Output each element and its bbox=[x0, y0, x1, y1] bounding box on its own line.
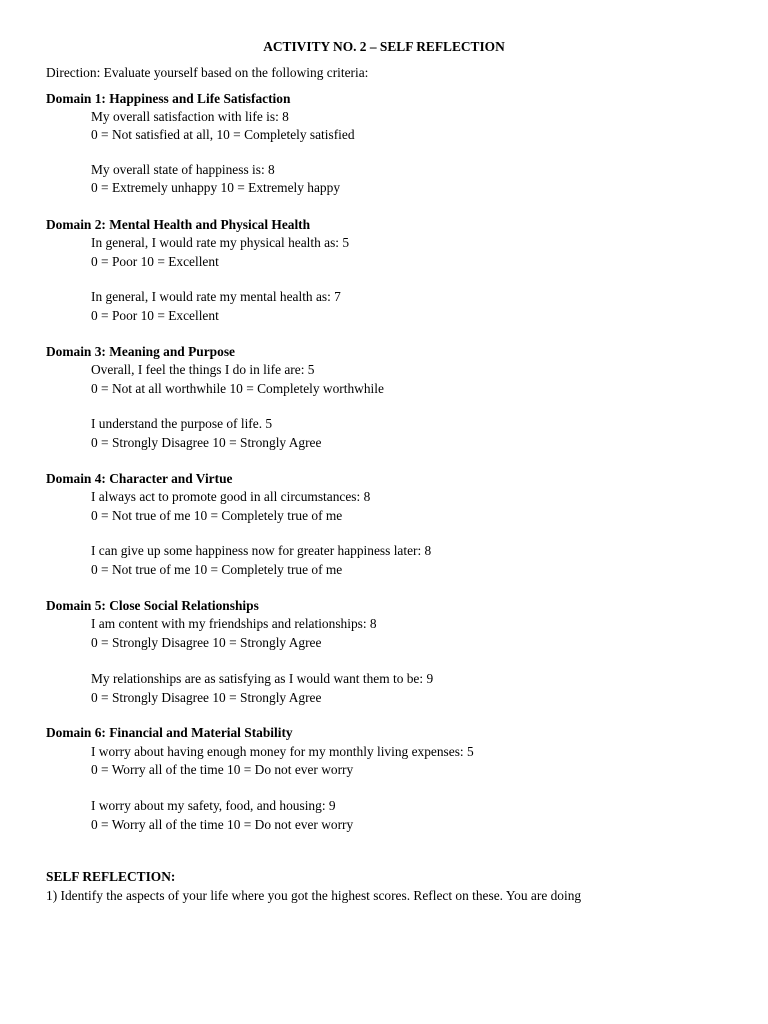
domain-question: My overall satisfaction with life is: 8 bbox=[91, 109, 289, 124]
domain-scale: 0 = Strongly Disagree 10 = Strongly Agree bbox=[91, 435, 322, 450]
domain-scale: 0 = Worry all of the time 10 = Do not ever worry bbox=[91, 817, 354, 832]
domain-heading: Domain 2: Mental Health and Physical Health bbox=[46, 217, 311, 232]
domain-heading: Domain 6: Financial and Material Stability bbox=[46, 725, 293, 740]
domain-scale: 0 = Not true of me 10 = Completely true of me bbox=[91, 508, 343, 523]
reflection-prompt: 1) Identify the aspects of your life where you got the highest scores. Reflect on these. You are doing bbox=[46, 888, 582, 903]
domain-heading: Domain 5: Close Social Relationships bbox=[46, 598, 259, 613]
domain-question: I understand the purpose of life. 5 bbox=[91, 416, 273, 431]
reflection-heading: SELF REFLECTION: bbox=[46, 869, 176, 884]
domain-question: I can give up some happiness now for greater happiness later: 8 bbox=[91, 543, 432, 558]
domain-question: My relationships are as satisfying as I would want them to be: 9 bbox=[91, 671, 434, 686]
domain-scale: 0 = Poor 10 = Excellent bbox=[91, 254, 219, 269]
domain-question: I worry about my safety, food, and housing: 9 bbox=[91, 798, 336, 813]
domain-heading: Domain 4: Character and Virtue bbox=[46, 471, 233, 486]
domain-scale: 0 = Strongly Disagree 10 = Strongly Agree bbox=[91, 635, 322, 650]
domain-scale: 0 = Not true of me 10 = Completely true of me bbox=[91, 562, 343, 577]
domain-scale: 0 = Not satisfied at all, 10 = Completely satisfied bbox=[91, 127, 355, 142]
document-title: ACTIVITY NO. 2 – SELF REFLECTION bbox=[263, 39, 505, 54]
domain-question: I worry about having enough money for my monthly living expenses: 5 bbox=[91, 744, 474, 759]
domain-scale: 0 = Strongly Disagree 10 = Strongly Agree bbox=[91, 690, 322, 705]
domain-heading: Domain 1: Happiness and Life Satisfaction bbox=[46, 91, 291, 106]
domain-scale: 0 = Poor 10 = Excellent bbox=[91, 308, 219, 323]
domain-question: In general, I would rate my mental health as: 7 bbox=[91, 289, 341, 304]
domain-question: I am content with my friendships and relationships: 8 bbox=[91, 616, 377, 631]
domain-question: My overall state of happiness is: 8 bbox=[91, 162, 275, 177]
domain-question: I always act to promote good in all circumstances: 8 bbox=[91, 489, 371, 504]
domain-question: Overall, I feel the things I do in life are: 5 bbox=[91, 362, 315, 377]
direction-text: Direction: Evaluate yourself based on the following criteria: bbox=[46, 65, 369, 80]
domain-heading: Domain 3: Meaning and Purpose bbox=[46, 344, 235, 359]
domain-scale: 0 = Worry all of the time 10 = Do not ever worry bbox=[91, 762, 354, 777]
domain-question: In general, I would rate my physical health as: 5 bbox=[91, 235, 350, 250]
domain-scale: 0 = Extremely unhappy 10 = Extremely happy bbox=[91, 180, 341, 195]
domain-scale: 0 = Not at all worthwhile 10 = Completely worthwhile bbox=[91, 381, 384, 396]
